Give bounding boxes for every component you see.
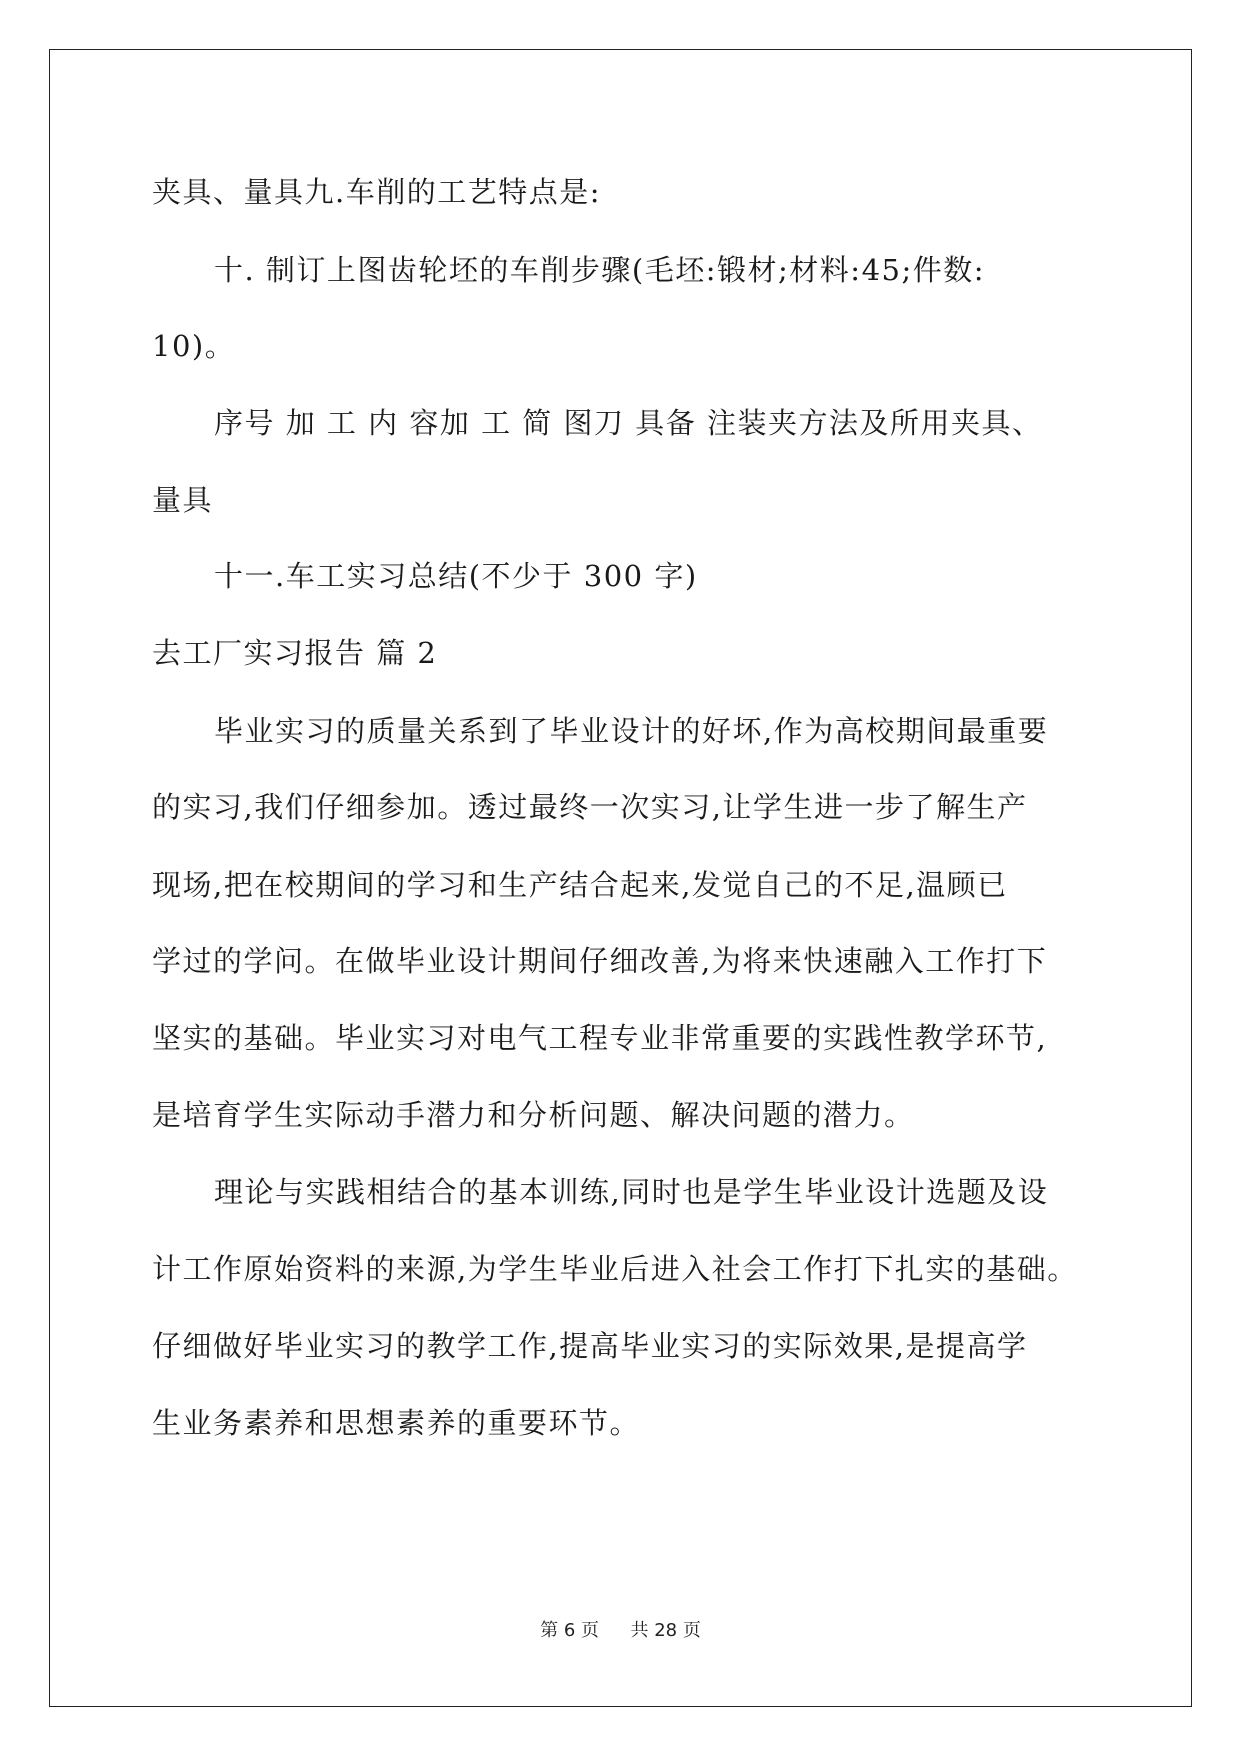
paragraph-line: 生业务素养和思想素养的重要环节。 — [152, 1406, 641, 1440]
page-number: 第 6 页 — [540, 1620, 600, 1641]
total-pages: 共 28 页 — [630, 1620, 701, 1641]
paragraph-line: 现场,把在校期间的学习和生产结合起来,发觉自己的不足,温顾已 — [152, 868, 1008, 902]
text-line: 夹具、量具九.车削的工艺特点是: — [152, 175, 601, 209]
paragraph-line: 理论与实践相结合的基本训练,同时也是学生毕业设计选题及设 — [214, 1175, 1049, 1209]
section-heading: 十一.车工实习总结(不少于 300 字) — [214, 559, 698, 593]
paragraph-line: 坚实的基础。毕业实习对电气工程专业非常重要的实践性教学环节, — [152, 1021, 1048, 1055]
text-line: 量具 — [152, 483, 214, 517]
article-title: 去工厂实习报告 篇 2 — [152, 636, 438, 670]
paragraph-line: 仔细做好毕业实习的教学工作,提高毕业实习的实际效果,是提高学 — [152, 1329, 1028, 1363]
paragraph-line: 计工作原始资料的来源,为学生毕业后进入社会工作打下扎实的基础。 — [152, 1252, 1078, 1286]
table-header-line: 序号 加 工 内 容加 工 简 图刀 具备 注装夹方法及所用夹具、 — [214, 406, 1043, 440]
text-line: 10)。 — [152, 329, 236, 363]
paragraph-line: 学过的学问。在做毕业设计期间仔细改善,为将来快速融入工作打下 — [152, 944, 1048, 978]
page-footer — [0, 1620, 1241, 1642]
paragraph-line: 是培育学生实际动手潜力和分析问题、解决问题的潜力。 — [152, 1098, 915, 1132]
paragraph-line: 的实习,我们仔细参加。透过最终一次实习,让学生进一步了解生产 — [152, 790, 1028, 824]
text-line: 十. 制订上图齿轮坯的车削步骤(毛坯:锻材;材料:45;件数: — [214, 253, 986, 287]
paragraph-line: 毕业实习的质量关系到了毕业设计的好坏,作为高校期间最重要 — [214, 714, 1049, 748]
